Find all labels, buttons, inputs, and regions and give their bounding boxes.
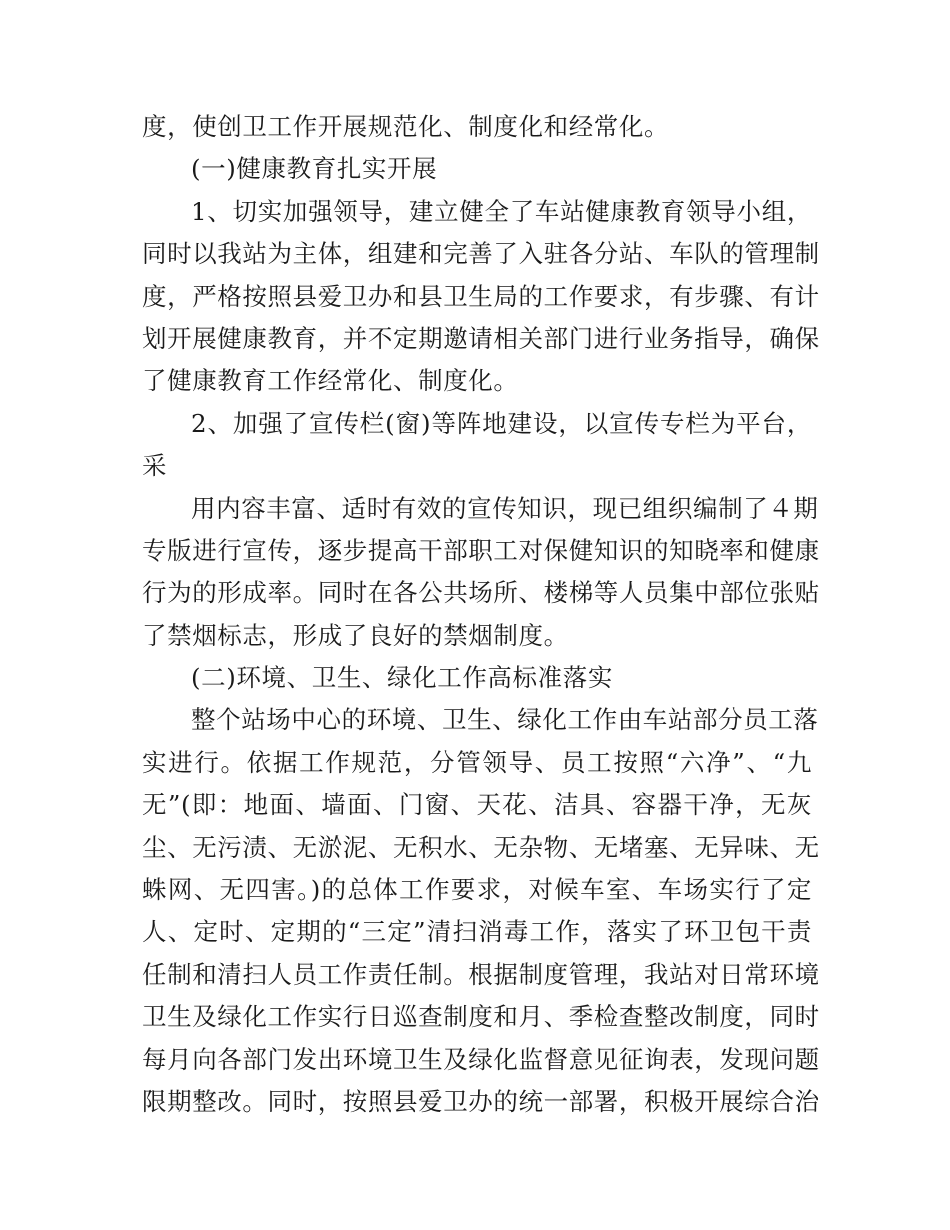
text-line: 人、定时、定期的“三定”清扫消毒工作，落实了环卫包干责 bbox=[142, 917, 812, 947]
text-line: 同时以我站为主体，组建和完善了入驻各分站、车队的管理制 bbox=[142, 239, 820, 269]
text-line: 划开展健康教育，并不定期邀请相关部门进行业务指导，确保 bbox=[142, 323, 820, 353]
text-line: 专版进行宣传，逐步提高干部职工对保健知识的知晓率和健康 bbox=[142, 535, 820, 565]
text-line: 采 bbox=[142, 451, 168, 481]
text-line: 了健康教育工作经常化、制度化。 bbox=[142, 366, 519, 396]
section-heading: (二)环境、卫生、绿化工作高标准落实 bbox=[191, 663, 613, 693]
section-heading: (一)健康教育扎实开展 bbox=[191, 154, 438, 184]
text-line: 行为的形成率。同时在各公共场所、楼梯等人员集中部位张贴 bbox=[142, 578, 820, 608]
text-line: 度，使创卫工作开展规范化、制度化和经常化。 bbox=[142, 112, 670, 141]
text-line: 蛛网、无四害。)的总体工作要求，对候车室、车场实行了定 bbox=[142, 875, 812, 905]
text-line: 度，严格按照县爱卫办和县卫生局的工作要求，有步骤、有计 bbox=[142, 281, 820, 311]
text-line: 2、加强了宣传栏(窗)等阵地建设，以宣传专栏为平台， bbox=[191, 408, 812, 438]
text-line: 用内容丰富、适时有效的宣传知识，现已组织编制了４期 bbox=[191, 493, 819, 523]
text-line: 实进行。依据工作规范，分管领导、员工按照“六净”、“九 bbox=[142, 747, 812, 777]
text-line: 无”(即：地面、墙面、门窗、天花、洁具、容器干净，无灰 bbox=[142, 790, 812, 820]
text-line: 每月向各部门发出环境卫生及绿化监督意见征询表，发现问题 bbox=[142, 1044, 820, 1074]
text-line: 整个站场中心的环境、卫生、绿化工作由车站部分员工落 bbox=[191, 705, 819, 735]
text-line: 任制和清扫人员工作责任制。根据制度管理，我站对日常环境 bbox=[142, 959, 820, 989]
body-text bbox=[142, 106, 820, 1123]
text-line: 限期整改。同时，按照县爱卫办的统一部署，积极开展综合治 bbox=[142, 1086, 820, 1116]
text-line: 了禁烟标志，形成了良好的禁烟制度。 bbox=[142, 620, 569, 650]
text-line: 1、切实加强领导，建立健全了车站健康教育领导小组， bbox=[191, 196, 812, 226]
text-line: 尘、无污渍、无淤泥、无积水、无杂物、无堵塞、无异味、无 bbox=[142, 832, 820, 862]
text-line: 卫生及绿化工作实行日巡查制度和月、季检查整改制度，同时 bbox=[142, 1002, 820, 1032]
